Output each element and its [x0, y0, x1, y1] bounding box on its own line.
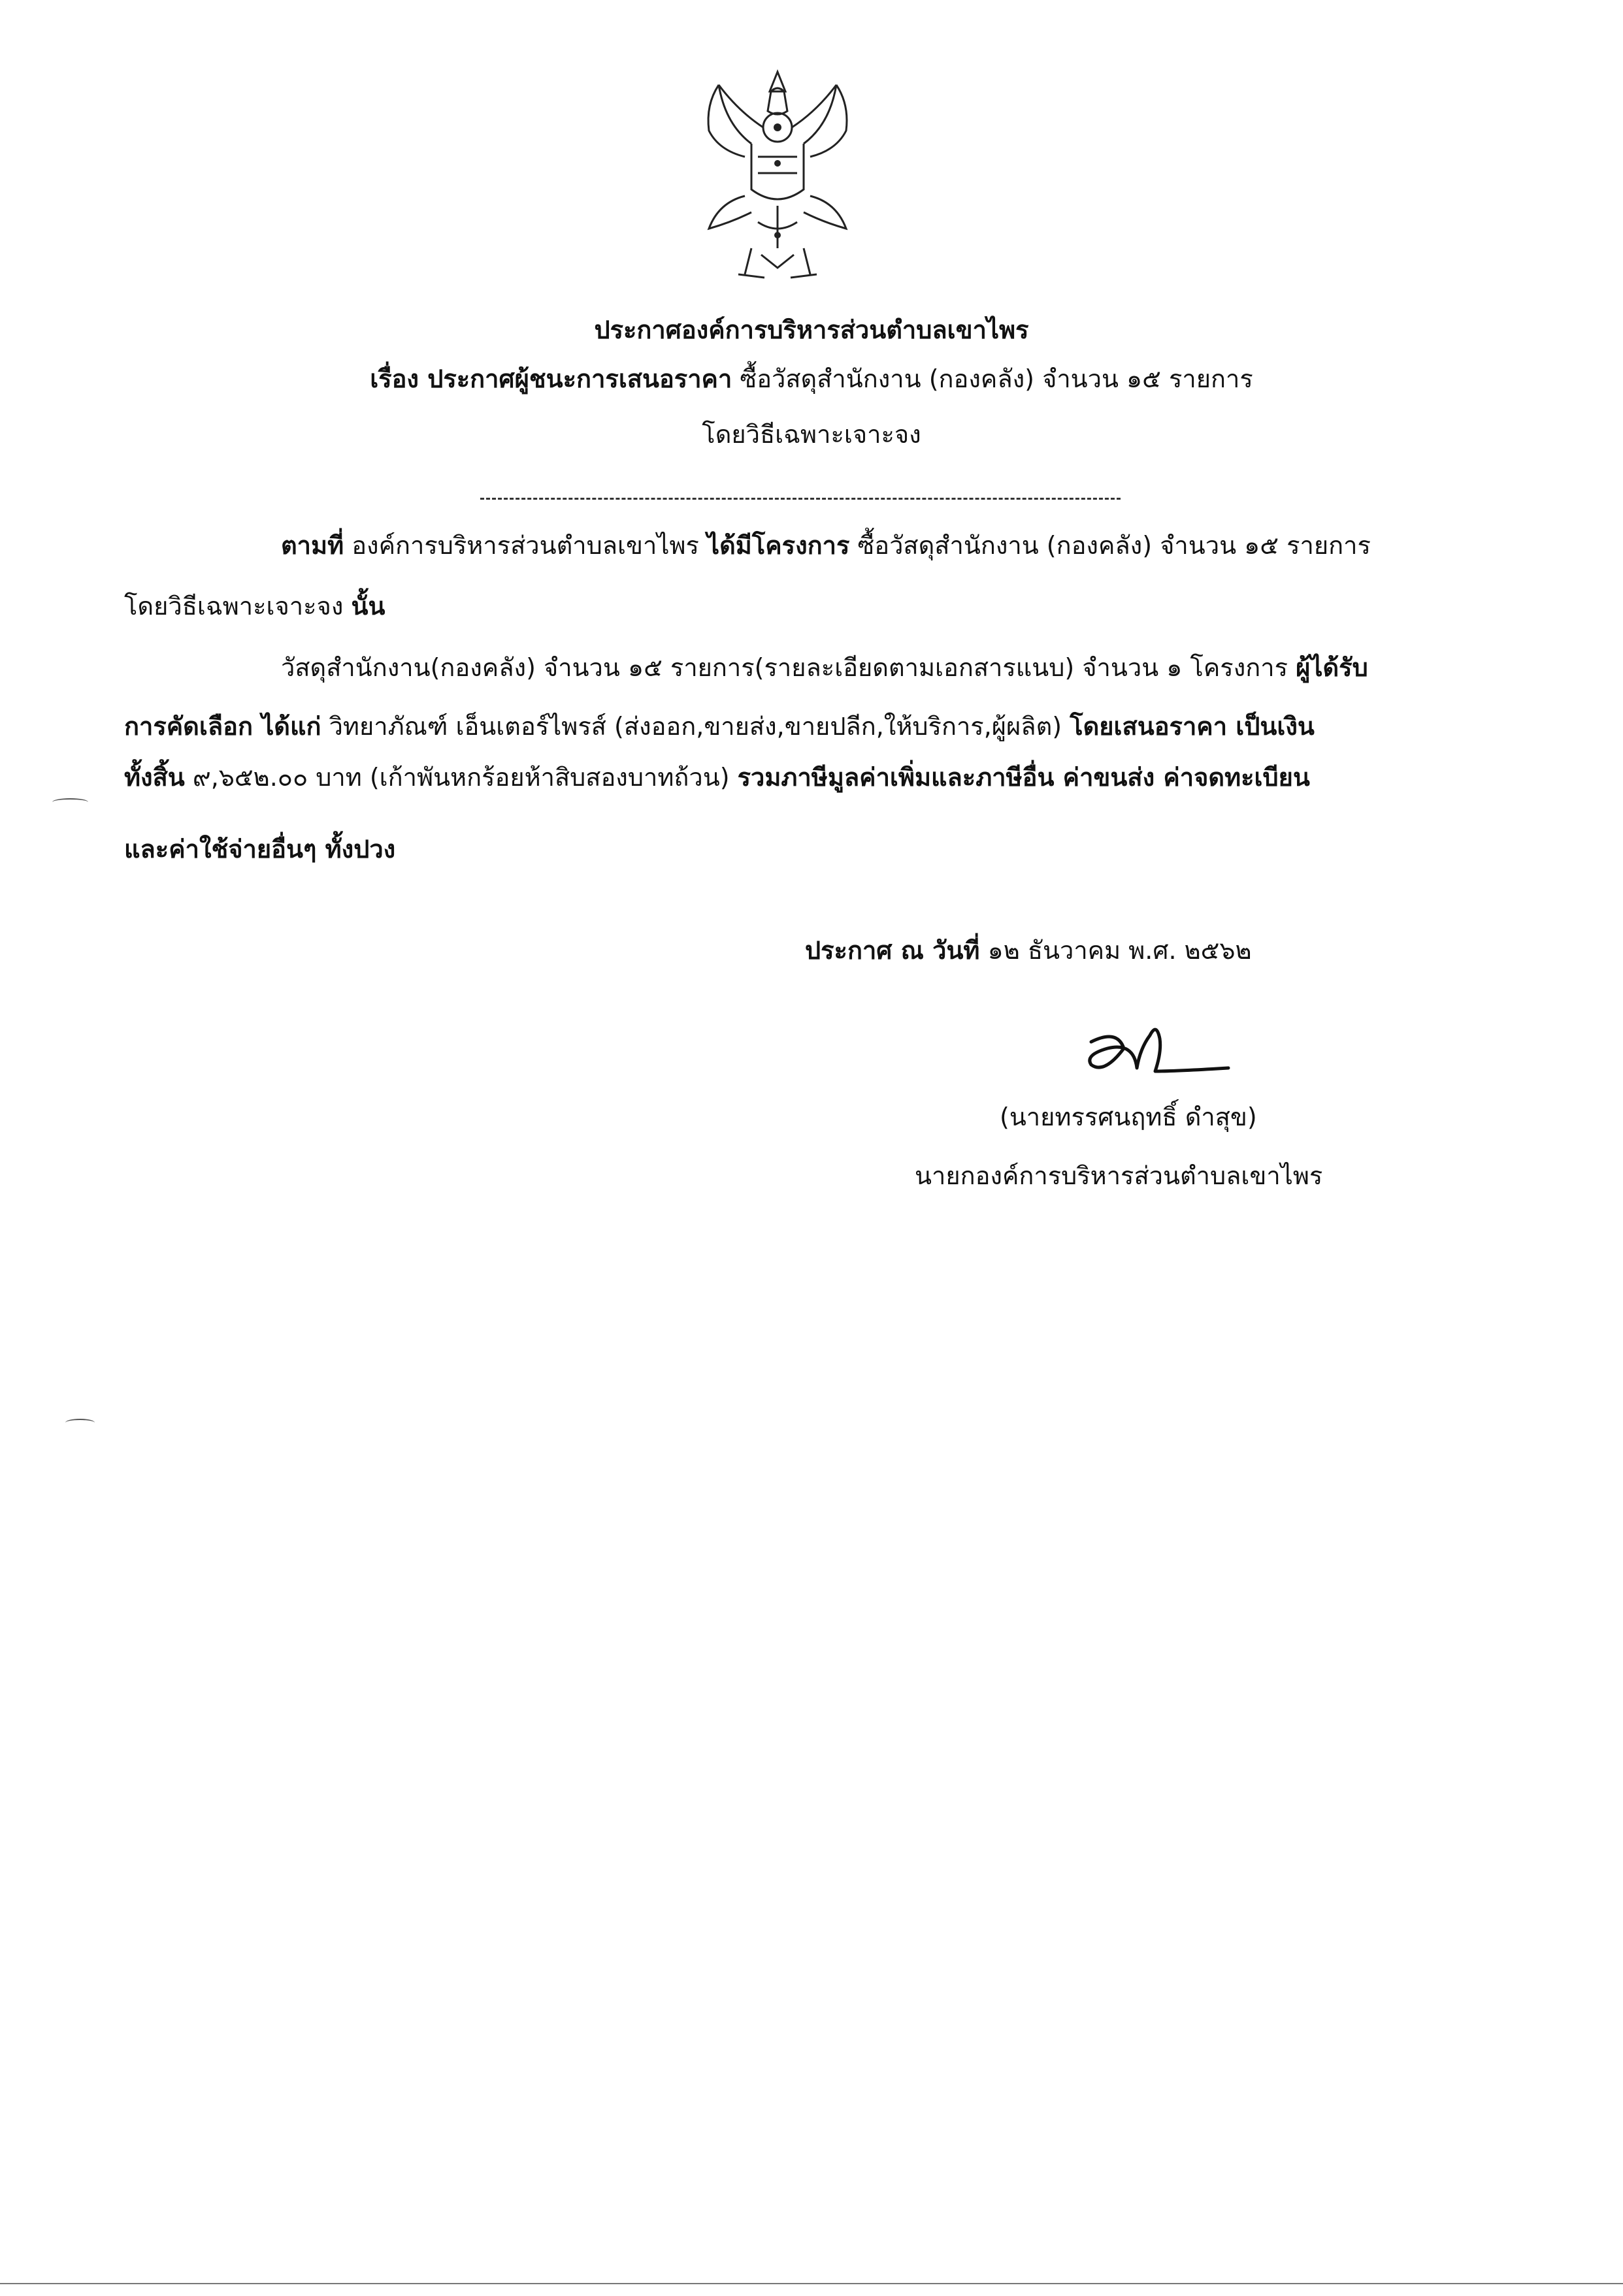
paragraph-1-line-2: [124, 587, 385, 626]
date-value: ๑๒ ธันวาคม พ.ศ. ๒๕๖๒: [987, 936, 1252, 965]
p2-inclusive: รวมภาษีมูลค่าเพิ่มและภาษีอื่น ค่าขนส่ง ค่าจดทะเบียน: [737, 763, 1310, 792]
date-label: ประกาศ ณ วันที่: [805, 936, 980, 965]
announcement-title: ประกาศองค์การบริหารส่วนตำบลเขาไพร: [594, 315, 1029, 344]
paragraph-2-line-2: [124, 707, 1315, 746]
announcement-subject: [0, 359, 1623, 398]
signer-name: (นายทรรศนฤทธิ์ ดำสุข): [1000, 1103, 1257, 1131]
announcement-date: [805, 931, 1252, 970]
p1-method: โดยวิธีเฉพาะเจาะจง: [124, 592, 344, 621]
subject-rest: ซื้อวัสดุสำนักงาน (กองคลัง) จำนวน ๑๕ รายการ: [740, 364, 1253, 393]
handwritten-signature: [1078, 1003, 1248, 1094]
p1-end: นั้น: [351, 592, 385, 621]
p2-total-label: ทั้งสิ้น: [124, 763, 185, 792]
p1-label: ตามที่: [281, 531, 344, 560]
paragraph-2-line-4: และค่าใช้จ่ายอื่นๆ ทั้งปวง: [124, 835, 396, 864]
scan-edge-line: [0, 2283, 1623, 2284]
p2-items: วัสดุสำนักงาน(กองคลัง) จำนวน ๑๕ รายการ(รายละเอียดตามเอกสารแนบ) จำนวน ๑ โครงการ: [281, 653, 1288, 682]
p2-selected-label: การคัดเลือก ได้แก่: [124, 712, 321, 741]
announcement-method: โดยวิธีเฉพาะเจาะจง: [702, 420, 921, 449]
header-divider: [480, 498, 1121, 500]
paragraph-1-line-1: [281, 526, 1371, 565]
signer-position: นายกองค์การบริหารส่วนตำบลเขาไพร: [915, 1161, 1323, 1190]
p2-amount: ๙,๖๕๒.๐๐ บาท (เก้าพันหกร้อยห้าสิบสองบาทถ้วน): [192, 763, 730, 792]
p2-selected: ผู้ได้รับ: [1296, 653, 1368, 682]
garuda-emblem-icon: [680, 65, 876, 287]
p1-org: องค์การบริหารส่วนตำบลเขาไพร: [352, 531, 699, 560]
scan-mark: [65, 1419, 95, 1427]
p2-vendor: วิทยาภัณฑ์ เอ็นเตอร์ไพรส์ (ส่งออก,ขายส่ง,ขายปลีก,ให้บริการ,ผู้ผลิต): [329, 712, 1062, 741]
paragraph-2-line-1: [281, 648, 1368, 687]
p1-has-project: ได้มีโครงการ: [707, 531, 850, 560]
p1-project: ซื้อวัสดุสำนักงาน (กองคลัง) จำนวน ๑๕ รายการ: [857, 531, 1371, 560]
scan-mark: [52, 798, 88, 806]
paragraph-2-line-3: [124, 758, 1310, 797]
subject-prefix: เรื่อง ประกาศผู้ชนะการเสนอราคา: [370, 364, 732, 393]
p2-offer: โดยเสนอราคา เป็นเงิน: [1070, 712, 1315, 741]
